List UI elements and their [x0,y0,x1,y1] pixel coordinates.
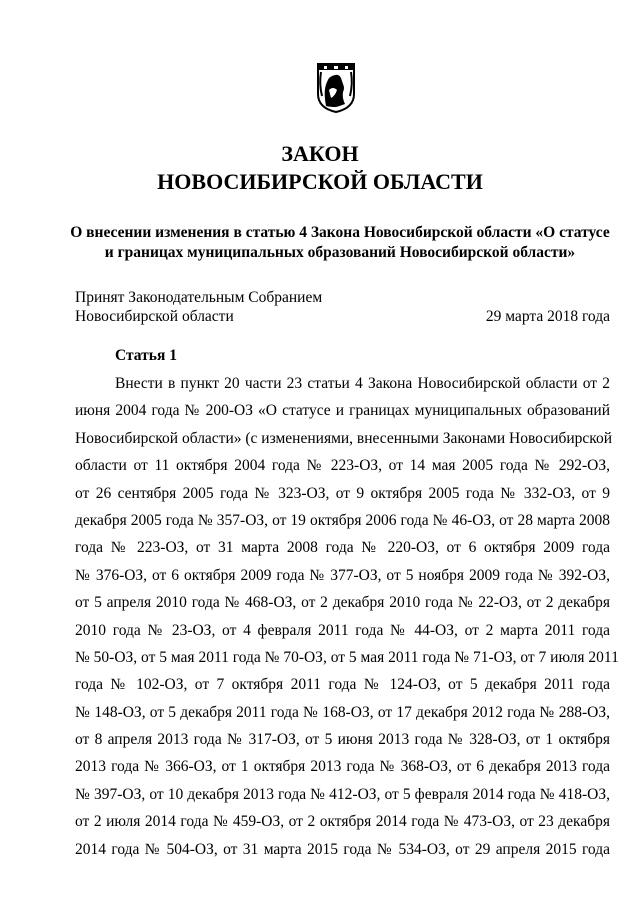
coat-of-arms-emblem [315,60,357,114]
article-text-line: № 376-ОЗ, от 6 октября 2009 года № 377-ОЗ, от 5 ноября 2009 года № 392-ОЗ, [75,566,610,584]
article-text-line: от 5 апреля 2010 года № 468-ОЗ, от 2 декабря 2010 года № 22-ОЗ, от 2 декабря [75,594,610,612]
accepted-date: 29 марта 2018 года [485,308,610,325]
article-text-line: 2013 года № 366-ОЗ, от 1 октября 2013 года № 368-ОЗ, от 6 декабря 2013 года [75,758,610,776]
article-text-line: от 26 сентября 2005 года № 323-ОЗ, от 9 октября 2005 года № 332-ОЗ, от 9 [75,484,610,502]
article-text-line: № 397-ОЗ, от 10 декабря 2013 года № 412-ОЗ, от 5 февраля 2014 года № 418-ОЗ, [75,785,610,803]
law-title-line2: НОВОСИБИРСКОЙ ОБЛАСТИ [157,169,483,194]
article-text-line: декабря 2005 года № 357-ОЗ, от 19 октября 2006 года № 46-ОЗ, от 28 марта 2008 [75,511,610,529]
article-heading: Статья 1 [115,347,177,364]
accepted-body-name: Новосибирской области [75,308,234,325]
accepted-by-line: Принят Законодательным Собранием [75,289,323,306]
article-text-line: области от 11 октября 2004 года № 223-ОЗ, от 14 мая 2005 года № 292-ОЗ, [75,457,610,475]
article-text-line: года № 223-ОЗ, от 31 марта 2008 года № 220-ОЗ, от 6 октября 2009 года [75,539,610,557]
article-text-line: от 8 апреля 2013 года № 317-ОЗ, от 5 июня 2013 года № 328-ОЗ, от 1 октября [75,731,610,749]
article-text-line: Внести в пункт 20 части 23 статьи 4 Закона Новосибирской области от 2 [115,375,610,392]
article-text-line: года № 102-ОЗ, от 7 октября 2011 года № 124-ОЗ, от 5 декабря 2011 года [75,676,610,694]
accepted-row [75,307,610,326]
law-subtitle-line1: О внесении изменения в статью 4 Закона Новосибирской области «О статусе [70,224,610,241]
article-text-line: № 50-ОЗ, от 5 мая 2011 года № 70-ОЗ, от 5 мая 2011 года № 71-ОЗ, от 7 июля 2011 [75,648,619,666]
law-subtitle-line2: и границах муниципальных образований Новосибирской области» [104,244,576,261]
article-text-line: от 2 июля 2014 года № 459-ОЗ, от 2 октября 2014 года № 473-ОЗ, от 23 декабря [75,813,610,831]
article-text-line: июня 2004 года № 200-ОЗ «О статусе и границах муниципальных образований [75,402,610,420]
law-title-line1: ЗАКОН [281,141,359,166]
article-text-line: 2014 года № 504-ОЗ, от 31 марта 2015 года № 534-ОЗ, от 29 апреля 2015 года [75,840,610,858]
article-text-line: 2010 года № 23-ОЗ, от 4 февраля 2011 года № 44-ОЗ, от 2 марта 2011 года [75,621,610,639]
article-text-line: Новосибирской области» (с изменениями, внесенными Законами Новосибирской [75,429,613,447]
article-text [75,370,619,863]
accepted-block [75,288,610,326]
article-text-line: № 148-ОЗ, от 5 декабря 2011 года № 168-ОЗ, от 17 декабря 2012 года № 288-ОЗ, [75,703,610,721]
